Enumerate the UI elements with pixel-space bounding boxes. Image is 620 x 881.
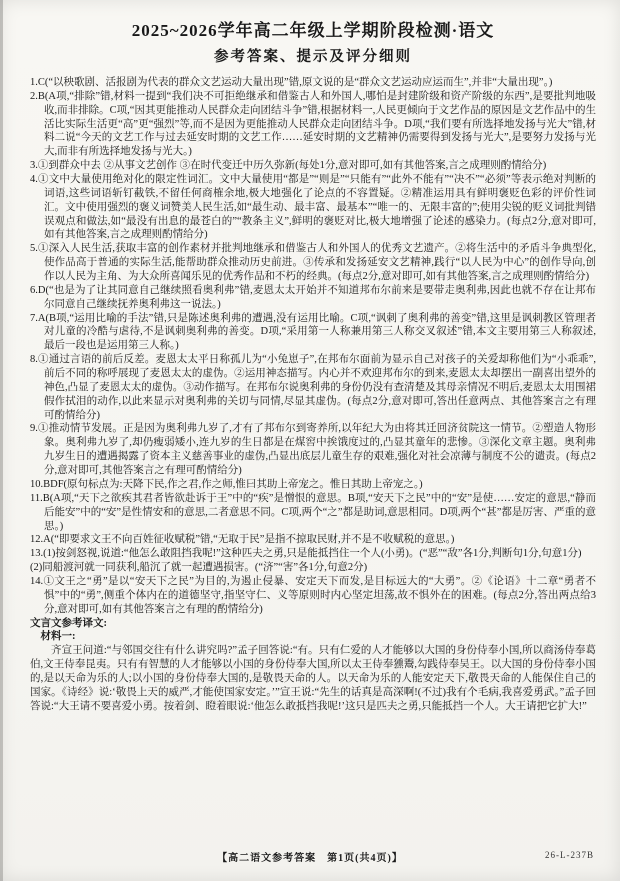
answers-subtitle: 参考答案、提示及评分细则: [214, 49, 412, 65]
answer-item-10: 10.BDF(原句标点为:天降下民,作之君,作之师,惟曰其助上帝宠之。惟日其助上帝宠之。): [30, 478, 423, 490]
paper-code: 26-L-237B: [545, 850, 594, 860]
material-one-label: 材料一:: [40, 631, 76, 643]
translation-text: 齐宣王问道:“与邻国交往有什么讲究吗?”孟子回答说:“有。只有仁爱的人才能够以大国的身份侍奉小国,所以商汤侍奉葛伯,文王侍奉昆夷。只有有智慧的人才能够以小国的身份侍奉大国,所以太王侍奉獯鬻,勾践侍奉吴王。以大国的身份侍奉小国的,是以天命为乐的人;以小国的身份侍奉大国的,是敬畏天命的人。以天命为乐的人能安定天下,敬畏天命的人能保住自己的国家。《诗经》说:‘敬畏上天的威严,才能使国家安定。’”宣王说:“先生的话真是高深啊!(不过)我有个毛病,我喜爱勇武。”孟子回答说:“大王请不要喜爱小勇。按着剑、瞪着眼说:‘他怎么敢抵挡我呢!’这只是匹夫之勇,只能抵挡一个人。大王请把它扩大!”: [30, 645, 596, 712]
answer-item-5: 5.①深入人民生活,获取丰富的创作素材并批判地继承和借鉴古人和外国人的优秀文艺遗产。②将生活中的矛盾斗争典型化,使作品高于普通的实际生活,能帮助群众推动历史前进。③传承和发扬延安文艺精神,践行“以人民为中心”的创作导向,创作以人民为主角、为大众所喜闻乐见的优秀作品和不朽的经典。(每点2分,意对即可,如有其他答案,言之成理则酌情给分): [30, 243, 596, 283]
answer-item-6: 6.D(“也是为了让其同意自己继续照看奥利弗”错,麦恩太太开始并不知道邦布尔前来是要带走奥利弗,因此也就不存在让邦布尔同意自己继续抚养奥利弗这一说法。): [30, 284, 596, 310]
answer-item-13-1: 13.(1)按剑怒视,说道:“他怎么敢阻挡我呢!”这种匹夫之勇,只是能抵挡住一个人(小勇)。(“恶”“敌”各1分,判断句1分,句意1分): [30, 548, 582, 560]
exam-title: 2025~2026学年高二年级上学期阶段检测·语文: [131, 21, 495, 40]
page-footer: [0, 849, 620, 865]
answer-item-7: 7.A(B项,“运用比喻的手法”错,只是陈述奥利弗的遭遇,没有运用比喻。C项,“讽刺了奥利弗的善变”错,这里是讽刺教区管理者对儿童的冷酷与虐待,不是讽刺奥利弗的善变。D项,“采用第一人称兼用第三人称交叉叙述”错,本文主要用第三人称叙述,最后一段也是运用第三人称。): [30, 312, 596, 352]
answer-item-11: 11.B(A项,“天下之欲疾其君者皆欲赴诉于王”中的“疾”是憎恨的意思。B项,“安天下之民”中的“安”是使……安定的意思,“静而后能安”中的“安”是性情安和的意思,二者意思不同。C项,两个“之”都是助词,意思相同。D项,两个“甚”都是厉害、严重的意思。): [30, 492, 596, 532]
answer-item-13-2: (2)同船渡河就一同获利,船沉了就一起遭遇损害。(“济”“害”各1分,句意2分): [30, 562, 368, 574]
answer-item-8: 8.①通过言语的前后反差。麦恩太太平日称孤儿为“小兔崽子”,在邦布尔面前为显示自己对孩子的关爱却称他们为“小乖乖”,前后不同的称呼展现了麦恩太太的虚伪。②运用神态描写。内心并不欢迎邦布尔的到来,麦恩太太却摆出一副喜出望外的神色,凸显了麦恩太太的虚伪。③动作描写。在邦布尔说奥利弗的身份仍没有查清楚及其母亲情况不明后,麦恩太太用围裙假作拭泪的动作,以此来显示对奥利弗的关切与同情,尽显其虚伪。(每点2分,意对即可,答出任意两点、其他答案言之有理可酌情给分): [30, 354, 596, 421]
footer-page-label: 【高二语文参考答案 第1页(共4页)】: [217, 853, 403, 864]
answers-body: [30, 76, 596, 714]
answer-item-1: 1.C(“以秧歌剧、活报剧为代表的群众文艺运动大量出现”错,原文说的是“群众文艺运动应运而生”,并非“大量出现”。): [30, 77, 553, 88]
answer-item-14: 14.①文王之“勇”是以“安天下之民”为目的,为遏止侵暴、安定天下而发,是目标远大的“大勇”。②《论语》十二章“勇者不惧”中的“勇”,侧重个体内在的道德坚守,指坚守仁、义等原则时内心坚定坦荡,故不惧外在的困难。(每点2分,答出两点给3分,意对即可,如有其他答案言之有理的酌情给分): [30, 575, 596, 615]
answer-item-12: 12.A(“即要求文王不向百姓征收赋税”错,“无取于民”是指不掠取民财,并不是不收赋税的意思。): [30, 534, 455, 546]
answer-item-9: 9.①推动情节发展。正是因为奥利弗九岁了,才有了邦布尔到寄养所,以年纪大为由将其迁回济贫院这一情节。②塑造人物形象。奥利弗九岁了,却仍瘦弱矮小,连九岁的生日都是在煤窖中挨饿度过的,凸显其童年的悲惨。③深化文章主题。奥利弗九岁生日的遭遇揭露了资本主义慈善事业的虚伪,凸显出底层儿童生存的艰难,强化对社会凉薄与制度不公的谴责。(每点2分,意对即可,其他答案言之有理可酌情给分): [30, 423, 596, 477]
answer-item-3: 3.①到群众中去 ②从事文艺创作 ③在时代变迁中历久弥新(每处1分,意对即可,如有其他答案,言之成理则酌情给分): [30, 160, 547, 172]
answer-item-2: 2.B(A项,“排除”错,材料一提到“我们决不可拒绝继承和借鉴古人和外国人,哪怕是封建阶级和资产阶级的东西”,是要批判地吸收,而非排除。C项,“因其更能推动人民群众走向团结斗争”错,根据材料一,人民更倾向于文艺作品的原因是文艺作品中的生活比实际生活更“高”更“强烈”等,而不是因为更能推动人民群众走向团结斗争。D项,“我们要有所选择地发扬与光大”错,材料二说“今天的文艺工作与过去延安时期的文艺工作……延安时期的文艺精神仍需要得到发扬与光大”,是要努力发扬与光大,而非有所选择地发扬与光大。): [30, 90, 596, 158]
answer-item-4: 4.①文中大量使用绝对化的限定性词汇。文中大量使用“都是”“则是”“只能有”“此外不能有”“决不”“必须”等表示绝对判断的词语,这些词语斩钉截铁,不留任何商榷余地,极大地强化了论点的不容置疑。②精准运用具有鲜明褒贬色彩的评价性词汇。文中使用强烈的褒义词赞美人民生活,如“最生动、最丰富、最基本”“唯一的、无限丰富的”;使用尖锐的贬义词批判错误观点和做法,如“最没有出息的最苍白的”“教条主义”,鲜明的褒贬对比,极大地增强了论述的感染力。(每点2分,意对即可,如有其他答案,言之成理则酌情给分): [30, 174, 596, 241]
translation-heading: 文言文参考译文:: [30, 617, 107, 629]
